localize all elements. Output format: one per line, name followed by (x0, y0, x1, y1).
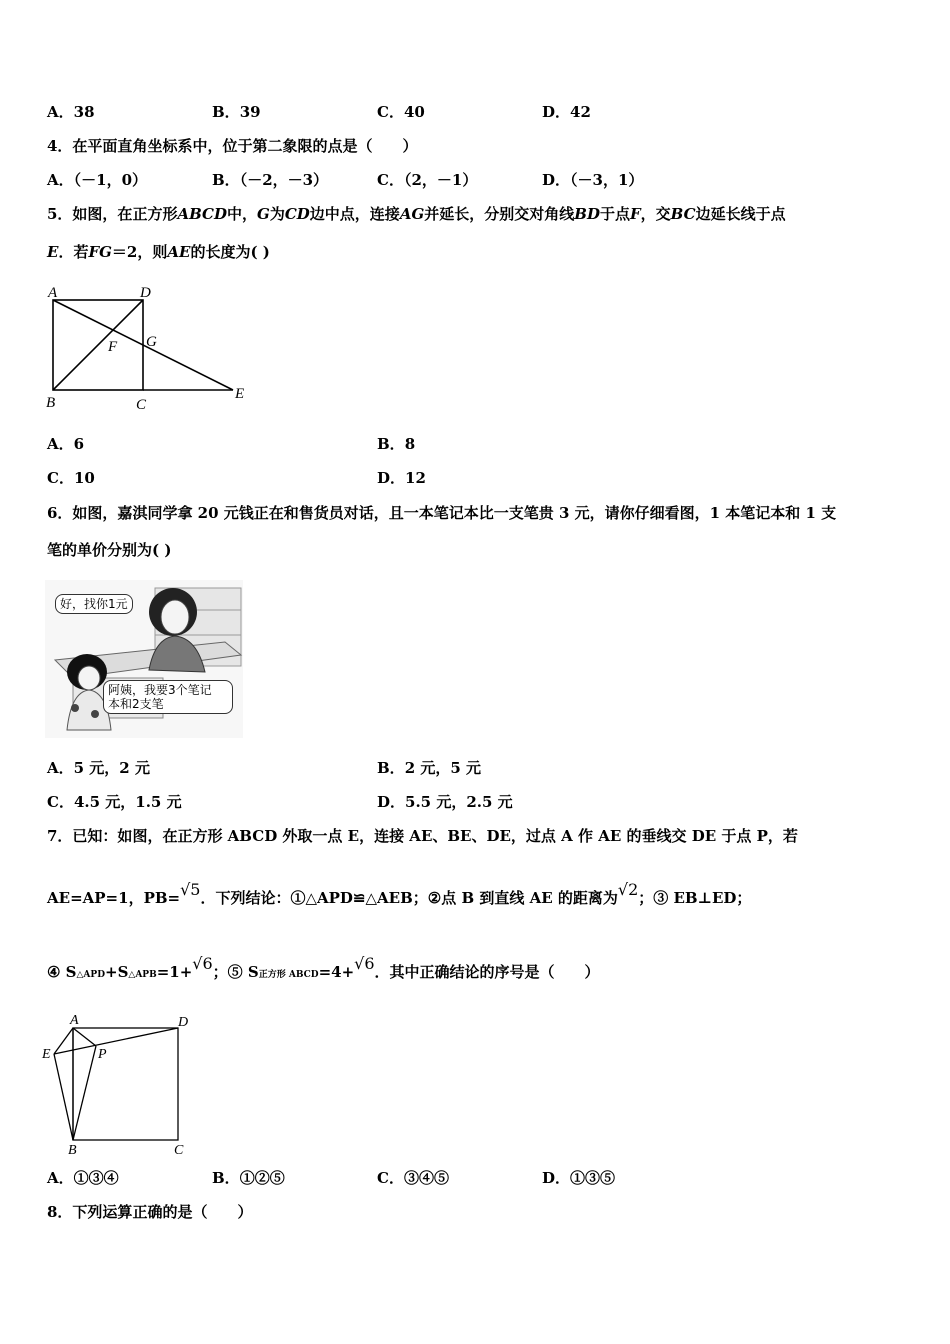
q6-stem-line1: 6．如图，嘉淇同学拿 20 元钱正在和售货员对话，且一本笔记本比一支笔贵 3 元，请你仔细看图，1 本笔记本和 1 支 (47, 504, 837, 522)
q7-stem-line3: ④ S△APD+S△APB=1+√6；⑤ S正方形 ABCD=4+√6．其中正确结论的序号是（ ） (47, 954, 600, 981)
q7-option-b[interactable]: B．①②⑤ (212, 1169, 285, 1187)
q6-bubble-girl-line1: 阿姨，我要3个笔记 (108, 683, 212, 697)
q7-square-figure (40, 1008, 210, 1156)
q7-line-pb (73, 1046, 96, 1140)
q6-option-b[interactable]: B．2 元，5 元 (377, 759, 482, 777)
q7-sqrt6-a: √6 (192, 954, 213, 973)
q6-option-a[interactable]: A．5 元，2 元 (47, 759, 150, 777)
q3-option-a[interactable]: A．38 (47, 103, 95, 121)
q6-stem-line2: 笔的单价分别为( ) (47, 541, 172, 559)
q3-option-c[interactable]: C．40 (377, 103, 425, 121)
q5-square-figure (40, 280, 260, 415)
q5-option-b[interactable]: B．8 (377, 435, 416, 453)
q6-illustration (45, 580, 243, 738)
q5-option-a[interactable]: A．6 (47, 435, 85, 453)
q7-option-a[interactable]: A．①③④ (47, 1169, 119, 1187)
q5-option-d[interactable]: D．12 (377, 469, 426, 487)
q5-stem-line1: 5．如图，在正方形ABCD中，G为CD边中点，连接AG并延长，分别交对角线BD于点F，交BC边延长线于点 (47, 205, 786, 223)
q7-label-e: E (42, 1047, 51, 1062)
q5-label-b: B (46, 395, 56, 411)
q3-option-b[interactable]: B．39 (212, 103, 261, 121)
q6-saleswoman-face (161, 600, 189, 634)
q7-sqrt6-b: √6 (354, 954, 375, 973)
q4-option-d[interactable]: D．（－3，1） (542, 171, 644, 189)
q7-label-c: C (174, 1143, 184, 1156)
q7-option-c[interactable]: C．③④⑤ (377, 1169, 449, 1187)
q5-label-d: D (140, 285, 151, 301)
q4-stem: 4．在平面直角坐标系中，位于第二象限的点是（ ） (47, 137, 418, 155)
q6-girl-face (78, 666, 100, 690)
q5-label-g: G (146, 334, 157, 350)
q7-line-ap (73, 1028, 96, 1046)
q6-bubble-girl-line2: 本和2支笔 (108, 697, 164, 711)
q5-stem-line2: E．若FG＝2，则AE的长度为( ) (47, 243, 270, 261)
q4-option-c[interactable]: C．（2，－1） (377, 171, 478, 189)
q7-label-d: D (178, 1015, 189, 1030)
q7-stem-line2: AE=AP=1，PB=√5．下列结论：①△APD≌△AEB；②点 B 到直线 AE 的距离为√2；③ EB⊥ED； (47, 880, 752, 907)
q5-option-c[interactable]: C．10 (47, 469, 95, 487)
q7-option-d[interactable]: D．①③⑤ (542, 1169, 616, 1187)
q7-label-a: A (70, 1013, 79, 1028)
q7-label-b: B (68, 1143, 77, 1156)
q6-bubble-saleswoman: 好，找你1元 (55, 594, 133, 614)
q4-option-b[interactable]: B．（－2，－3） (212, 171, 329, 189)
q3-option-d[interactable]: D．42 (542, 103, 591, 121)
q5-label-a: A (48, 285, 58, 301)
q4-option-a[interactable]: A．（－1，0） (47, 171, 148, 189)
q6-option-c[interactable]: C．4.5 元，1.5 元 (47, 793, 182, 811)
q5-label-c: C (136, 397, 147, 413)
q7-sqrt5: √5 (180, 880, 201, 899)
q8-stem: 8．下列运算正确的是（ ） (47, 1203, 253, 1221)
q7-line-be (54, 1054, 73, 1140)
q6-option-d[interactable]: D．5.5 元，2.5 元 (377, 793, 513, 811)
q5-diagonal-bd (53, 300, 143, 390)
q7-label-p: P (98, 1047, 107, 1062)
q7-sqrt2: √2 (617, 880, 639, 899)
q7-square-abcd (73, 1028, 178, 1140)
q6-bubble-girl (103, 680, 233, 714)
q5-label-f: F (108, 339, 118, 355)
q7-stem-line1: 7．已知：如图，在正方形 ABCD 外取一点 E，连接 AE、BE、DE，过点 A 作 AE 的垂线交 DE 于点 P，若 (47, 827, 798, 845)
q5-label-e: E (235, 386, 245, 402)
